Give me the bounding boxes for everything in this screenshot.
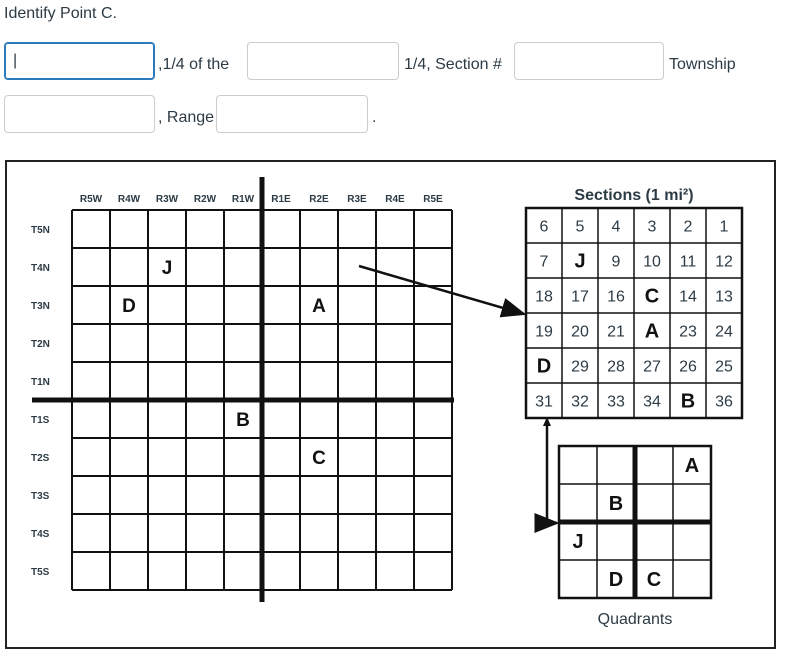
arrow-to-quadrants xyxy=(547,422,557,523)
range-label: R2E xyxy=(309,194,329,205)
section-cell: 31 xyxy=(535,393,553,411)
grid-point-j: J xyxy=(161,258,173,279)
section-cell: 3 xyxy=(647,218,657,236)
answer-field-4[interactable] xyxy=(4,95,155,133)
quadrant-point-a: A xyxy=(684,455,700,477)
section-cell: 28 xyxy=(607,358,625,376)
label-period: . xyxy=(372,109,377,126)
section-cell: 25 xyxy=(715,358,733,376)
range-label: R4E xyxy=(385,194,405,205)
section-cell: 7 xyxy=(539,253,549,271)
answer-field-2[interactable] xyxy=(247,42,399,80)
section-cell: 33 xyxy=(607,393,625,411)
arrow-to-sections xyxy=(359,266,524,314)
label-township: Township xyxy=(669,56,736,73)
section-cell: 9 xyxy=(611,253,621,271)
section-cell: 16 xyxy=(607,288,625,306)
township-label: T2N xyxy=(31,339,50,350)
grid-point-d: D xyxy=(122,296,136,317)
township-label: T2S xyxy=(31,453,50,464)
section-cell: 36 xyxy=(715,393,733,411)
sections-title: Sections (1 mi²) xyxy=(574,187,694,204)
range-label: R1E xyxy=(271,194,291,205)
section-cell: 21 xyxy=(607,323,625,341)
answer-field-3[interactable] xyxy=(514,42,664,80)
quadrants-title: Quadrants xyxy=(597,611,673,628)
section-cell: 12 xyxy=(715,253,733,271)
section-cell: C xyxy=(644,285,660,308)
quadrant-point-j: J xyxy=(572,531,584,553)
grid-point-c: C xyxy=(312,448,326,469)
section-cell: 1 xyxy=(719,218,729,236)
township-label: T1S xyxy=(31,415,50,426)
section-cell: 18 xyxy=(535,288,553,306)
label-quarter-section: 1/4, Section # xyxy=(404,56,502,73)
quadrant-point-c: C xyxy=(646,569,662,591)
township-label: T4S xyxy=(31,529,50,540)
section-cell: 24 xyxy=(715,323,733,341)
range-label: R1W xyxy=(231,194,255,205)
label-range: , Range xyxy=(158,109,215,126)
section-cell: 20 xyxy=(571,323,589,341)
section-cell: 29 xyxy=(571,358,589,376)
range-label: R5E xyxy=(423,194,443,205)
range-label: R2W xyxy=(193,194,217,205)
section-cell: 11 xyxy=(679,253,697,271)
township-label: T4N xyxy=(31,263,50,274)
section-cell: A xyxy=(644,320,660,343)
range-label: R4W xyxy=(117,194,141,205)
section-cell: 23 xyxy=(679,323,697,341)
range-label: R3W xyxy=(155,194,179,205)
grid-point-b: B xyxy=(236,410,250,431)
section-cell: 6 xyxy=(539,218,549,236)
section-cell: 2 xyxy=(683,218,693,236)
section-cell: 34 xyxy=(643,393,661,411)
range-label: R5W xyxy=(79,194,103,205)
section-cell: B xyxy=(680,390,696,413)
section-cell: D xyxy=(536,355,552,378)
section-cell: 27 xyxy=(643,358,661,376)
township-label: T5N xyxy=(31,225,50,236)
township-label: T1N xyxy=(31,377,50,388)
section-cell: 4 xyxy=(611,218,621,236)
township-label: T5S xyxy=(31,567,50,578)
section-cell: 5 xyxy=(575,218,585,236)
section-cell: 19 xyxy=(535,323,553,341)
quadrant-point-b: B xyxy=(608,493,624,515)
section-cell: 14 xyxy=(679,288,697,306)
section-cell: J xyxy=(574,250,586,273)
township-diagram xyxy=(7,162,774,647)
township-label: T3S xyxy=(31,491,50,502)
grid-point-a: A xyxy=(312,296,326,317)
section-cell: 26 xyxy=(679,358,697,376)
section-cell: 32 xyxy=(571,393,589,411)
question-title: Identify Point C. xyxy=(4,5,117,22)
quadrant-point-d: D xyxy=(608,569,624,591)
range-label: R3E xyxy=(347,194,367,205)
section-cell: 10 xyxy=(643,253,661,271)
township-figure xyxy=(5,160,776,649)
township-label: T3N xyxy=(31,301,50,312)
section-cell: 13 xyxy=(715,288,733,306)
section-cell: 17 xyxy=(571,288,589,306)
label-quarter-of-the: ,1/4 of the xyxy=(158,56,230,73)
answer-field-5[interactable] xyxy=(216,95,368,133)
answer-field-1[interactable] xyxy=(4,42,155,80)
